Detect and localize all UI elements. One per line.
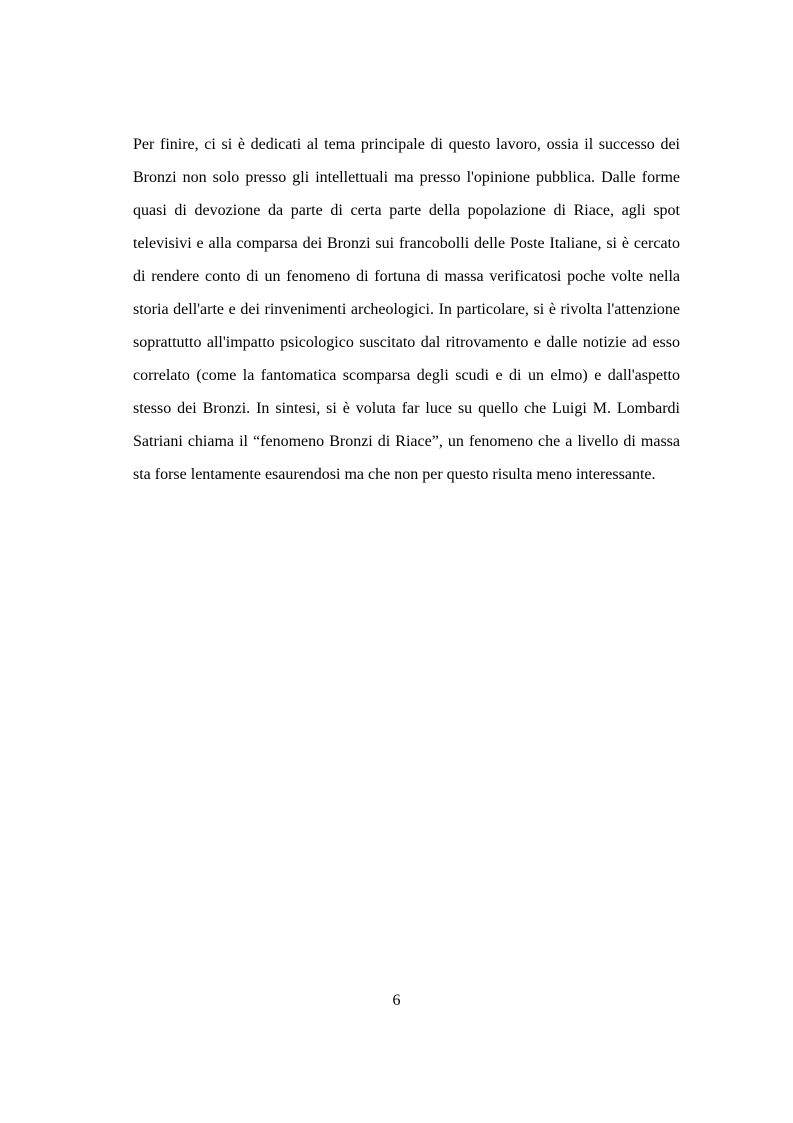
page-number: 6 [392,992,401,1009]
body-paragraph: Per finire, ci si è dedicati al tema principale di questo lavoro, ossia il successo dei Bronzi non solo presso gli intellettuali ma presso l'opinione pubblica. Dalle forme quasi di devozione da parte di certa parte della popolazione di Riace, agli spot televisivi e alla comparsa dei Bronzi sui francobolli delle Poste Italiane, si è cercato di rendere conto di un fenomeno di fortuna di massa verificatosi poche volte nella storia dell'arte e dei rinvenimenti archeologici. In particolare, si è rivolta l'attenzione soprattutto all'impatto psicologico suscitato dal ritrovamento e dalle notizie ad esso correlato (come la fantomatica scomparsa degli scudi e di un elmo) e dall'aspetto stesso dei Bronzi. In sintesi, si è voluta far luce su quello che Luigi M. Lombardi Satriani chiama il “fenomeno Bronzi di Riace”, un fenomeno che a livello di massa sta forse lentamente esaurendosi ma che non per questo risulta meno interessante. [133,136,680,483]
